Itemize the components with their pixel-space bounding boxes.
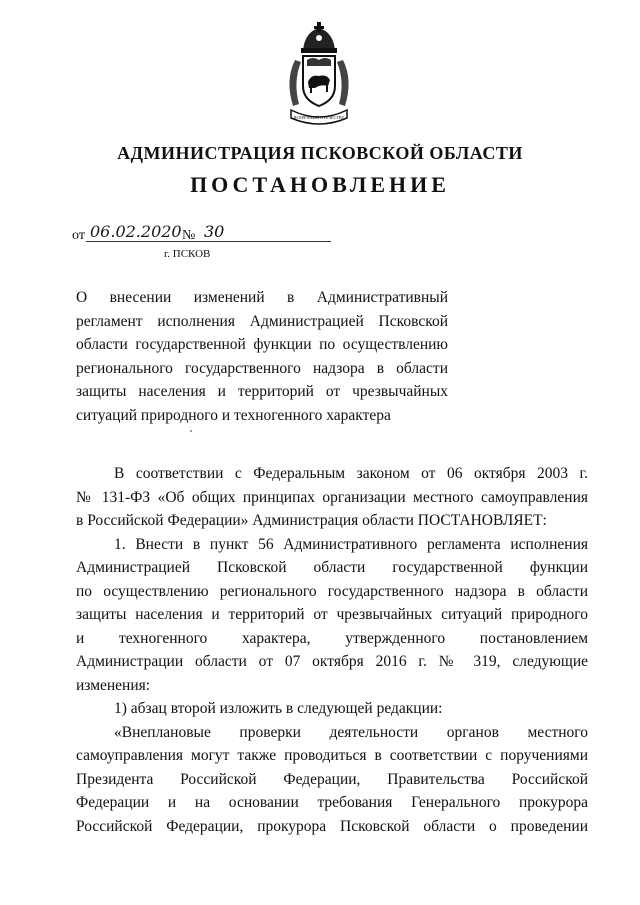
document-type-title: ПОСТАНОВЛЕНИЕ xyxy=(190,172,450,197)
subject-line: регламент исполнения Администрацией Псковской xyxy=(76,312,448,330)
subject-line: О внесении изменений в Административный xyxy=(76,289,448,306)
body-line: «Внеплановые проверки деятельности органов местного xyxy=(114,723,588,741)
body-line: самоуправления могут также проводиться в соответствии с поручениями xyxy=(76,747,588,764)
city-label: г. ПСКОВ xyxy=(164,248,211,260)
subject-line: ситуаций природного и техногенного характера xyxy=(76,406,391,424)
body-line: и техногенного характера, утвержденного постановлением xyxy=(76,629,588,647)
body-line: 1. Внести в пункт 56 Административного регламента исполнения xyxy=(114,535,588,553)
document-body xyxy=(76,462,588,838)
body-line: 1) абзац второй изложить в следующей редакции: xyxy=(114,700,443,717)
body-line: Российской Федерации, прокурора Псковской области о проведении xyxy=(76,817,588,835)
date-prefix: от xyxy=(72,228,85,243)
subject-line: области государственной функции по осуществлению xyxy=(76,336,448,353)
body-line: по осуществлению регионального государственного надзора в области xyxy=(76,582,588,600)
body-line: Федерации и на основании требования Генерального прокурора xyxy=(76,794,588,811)
date-number-line xyxy=(72,222,272,246)
number-label: № xyxy=(182,228,196,243)
subject-line: защиты населения и территорий от чрезвычайных xyxy=(76,383,448,400)
subject-line: регионального государственного надзора в области xyxy=(76,359,448,377)
body-line: Президента Российской Федерации, Правительства Российской xyxy=(76,770,588,788)
body-line: Администрацией Псковской области государственной функции xyxy=(76,559,588,576)
body-line: изменения: xyxy=(76,676,151,694)
body-line: № 131-ФЗ «Об общих принципах организации местного самоуправления xyxy=(76,488,588,506)
body-line: В соответствии с Федеральным законом от 06 октября 2003 г. xyxy=(114,465,588,482)
underline-divider xyxy=(86,241,331,242)
body-line: защиты населения и территорий от чрезвычайных ситуаций природного xyxy=(76,606,588,623)
document-date: 06.02.2020 xyxy=(90,222,182,241)
emblem-motto: ВСЕРЕЧНЫЙ ОТЕЧЕСТВУ xyxy=(293,115,345,120)
body-line: в Российской Федерации» Администрация области ПОСТАНОВЛЯЕТ: xyxy=(76,512,547,529)
document-number: 30 xyxy=(204,222,225,241)
body-line: Администрации области от 07 октября 2016 г. № 319, следующие xyxy=(76,653,588,670)
scan-dot xyxy=(190,430,192,432)
organization-title: АДМИНИСТРАЦИЯ ПСКОВСКОЙ ОБЛАСТИ xyxy=(117,143,523,163)
coat-of-arms-emblem xyxy=(281,20,357,130)
document-subject xyxy=(76,286,448,427)
